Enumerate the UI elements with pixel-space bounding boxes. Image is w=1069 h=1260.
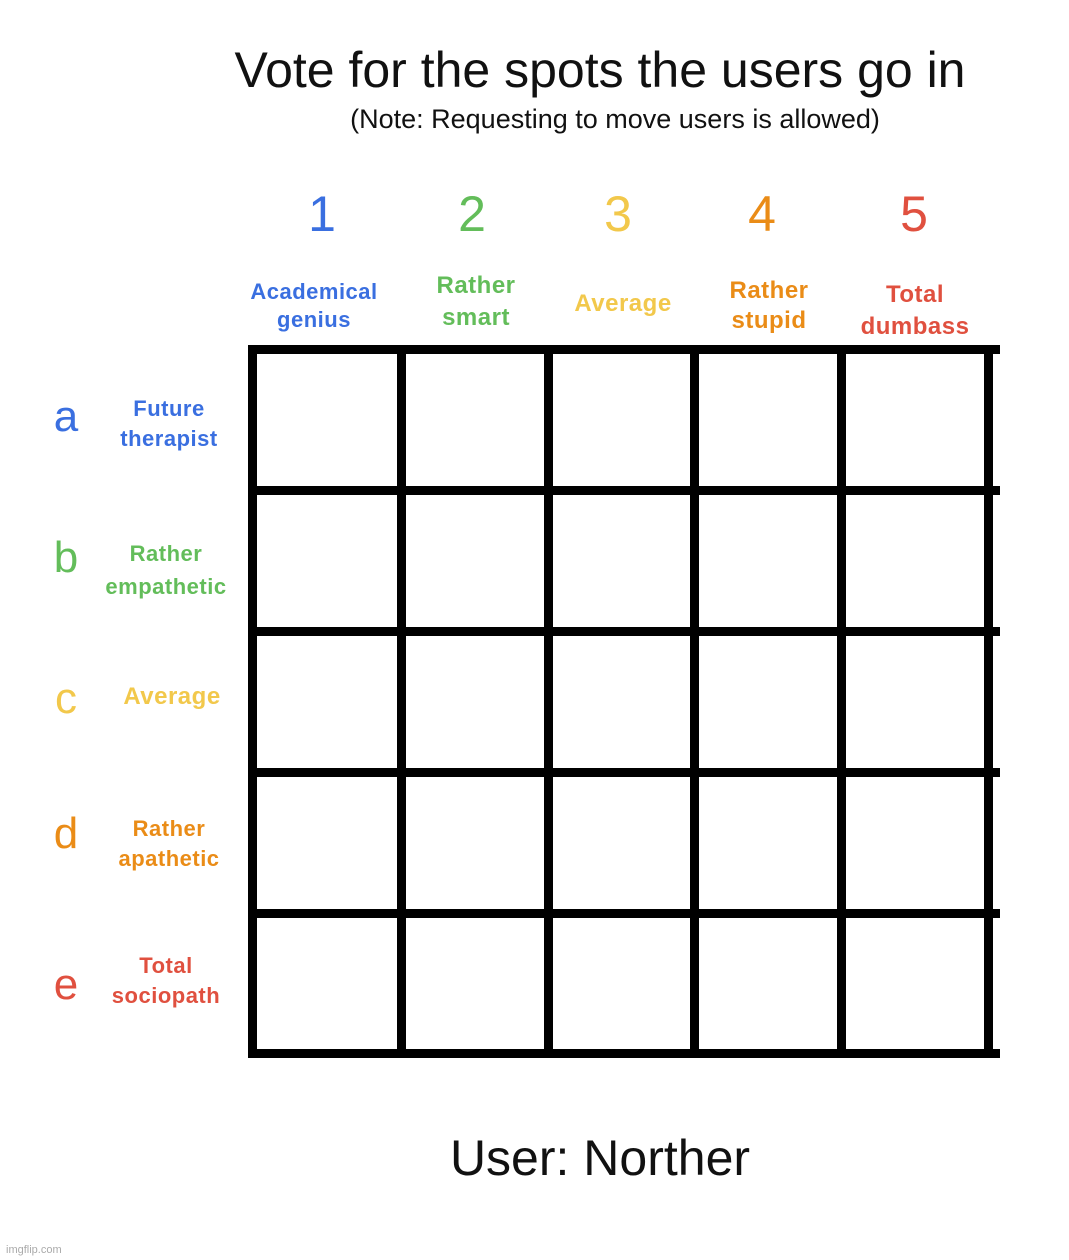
grid-horizontal-line bbox=[248, 486, 1000, 495]
row-label-rather-empathetic bbox=[86, 537, 246, 603]
user-label: User: Norther bbox=[449, 1130, 751, 1186]
grid-cell-d1[interactable] bbox=[257, 777, 397, 909]
grid-vertical-line bbox=[397, 345, 406, 1058]
grid-cell-b1[interactable] bbox=[257, 495, 397, 627]
row-label-future-therapist bbox=[89, 394, 249, 454]
row-label-line: apathetic bbox=[118, 846, 220, 871]
chart-subtitle: (Note: Requesting to move users is allowed) bbox=[350, 104, 880, 134]
grid-cell-d5[interactable] bbox=[846, 777, 984, 909]
grid-cell-a2[interactable] bbox=[406, 354, 544, 486]
grid-horizontal-line bbox=[248, 345, 1000, 354]
row-label-rather-apathetic bbox=[89, 814, 249, 874]
grid-horizontal-line bbox=[248, 627, 1000, 636]
grid-vertical-line bbox=[984, 345, 993, 1058]
column-label-line: Average bbox=[574, 290, 672, 317]
grid-cell-b5[interactable] bbox=[846, 495, 984, 627]
row-letter-b: b bbox=[53, 533, 79, 582]
grid-cell-a4[interactable] bbox=[699, 354, 837, 486]
row-label-line: Future bbox=[133, 396, 205, 421]
grid-cell-d3[interactable] bbox=[553, 777, 690, 909]
grid-vertical-line bbox=[544, 345, 553, 1058]
row-label-line: Total bbox=[139, 953, 193, 978]
row-label-line: Rather bbox=[132, 816, 206, 841]
row-letter-a: a bbox=[53, 392, 79, 441]
grid-cell-e3[interactable] bbox=[553, 918, 690, 1049]
grid-cell-c1[interactable] bbox=[257, 636, 397, 768]
row-letter-e: e bbox=[53, 960, 79, 1009]
grid-horizontal-line bbox=[248, 1049, 1000, 1058]
grid-horizontal-line bbox=[248, 768, 1000, 777]
grid-cell-c2[interactable] bbox=[406, 636, 544, 768]
grid-cell-d2[interactable] bbox=[406, 777, 544, 909]
row-label-average bbox=[92, 682, 252, 712]
column-label-line: Academical bbox=[250, 279, 378, 304]
column-number-2: 2 bbox=[458, 186, 486, 242]
grid-vertical-line bbox=[690, 345, 699, 1058]
column-label-line: Rather bbox=[436, 272, 516, 299]
column-label-line: stupid bbox=[731, 307, 807, 334]
grid-cell-e2[interactable] bbox=[406, 918, 544, 1049]
grid-cell-c4[interactable] bbox=[699, 636, 837, 768]
column-number-5: 5 bbox=[900, 186, 928, 242]
grid-cell-d4[interactable] bbox=[699, 777, 837, 909]
column-label-academical-genius bbox=[239, 278, 389, 334]
column-label-line: dumbass bbox=[860, 313, 970, 340]
grid-cell-b3[interactable] bbox=[553, 495, 690, 627]
grid-cell-c3[interactable] bbox=[553, 636, 690, 768]
row-letter-d: d bbox=[53, 809, 79, 858]
column-label-line: Total bbox=[885, 281, 945, 308]
row-label-line: empathetic bbox=[105, 574, 227, 599]
grid-cell-e1[interactable] bbox=[257, 918, 397, 1049]
column-label-line: genius bbox=[277, 307, 351, 332]
grid-cell-a5[interactable] bbox=[846, 354, 984, 486]
placement-grid bbox=[248, 345, 1000, 1058]
grid-cell-c5[interactable] bbox=[846, 636, 984, 768]
watermark: imgflip.com bbox=[6, 1244, 62, 1256]
grid-horizontal-line bbox=[248, 909, 1000, 918]
grid-cell-b2[interactable] bbox=[406, 495, 544, 627]
grid-cell-a1[interactable] bbox=[257, 354, 397, 486]
column-label-line: smart bbox=[442, 304, 510, 331]
row-label-line: Average bbox=[123, 683, 221, 710]
grid-cell-e4[interactable] bbox=[699, 918, 837, 1049]
column-number-1: 1 bbox=[308, 186, 336, 242]
row-label-line: therapist bbox=[120, 426, 218, 451]
grid-cell-a3[interactable] bbox=[553, 354, 690, 486]
column-number-4: 4 bbox=[748, 186, 776, 242]
column-number-3: 3 bbox=[604, 186, 632, 242]
row-label-total-sociopath bbox=[86, 951, 246, 1011]
column-label-rather-smart bbox=[401, 270, 551, 334]
column-label-line: Rather bbox=[729, 277, 809, 304]
grid-vertical-line bbox=[837, 345, 846, 1058]
row-letter-c: c bbox=[55, 674, 77, 723]
row-label-line: Rather bbox=[129, 541, 203, 566]
column-label-rather-stupid bbox=[694, 276, 844, 336]
grid-vertical-line bbox=[248, 345, 257, 1058]
grid-cell-b4[interactable] bbox=[699, 495, 837, 627]
column-label-total-dumbass bbox=[840, 279, 990, 343]
chart-title: Vote for the spots the users go in bbox=[234, 42, 966, 98]
grid-cell-e5[interactable] bbox=[846, 918, 984, 1049]
column-label-average bbox=[548, 290, 698, 318]
row-label-line: sociopath bbox=[111, 983, 221, 1008]
